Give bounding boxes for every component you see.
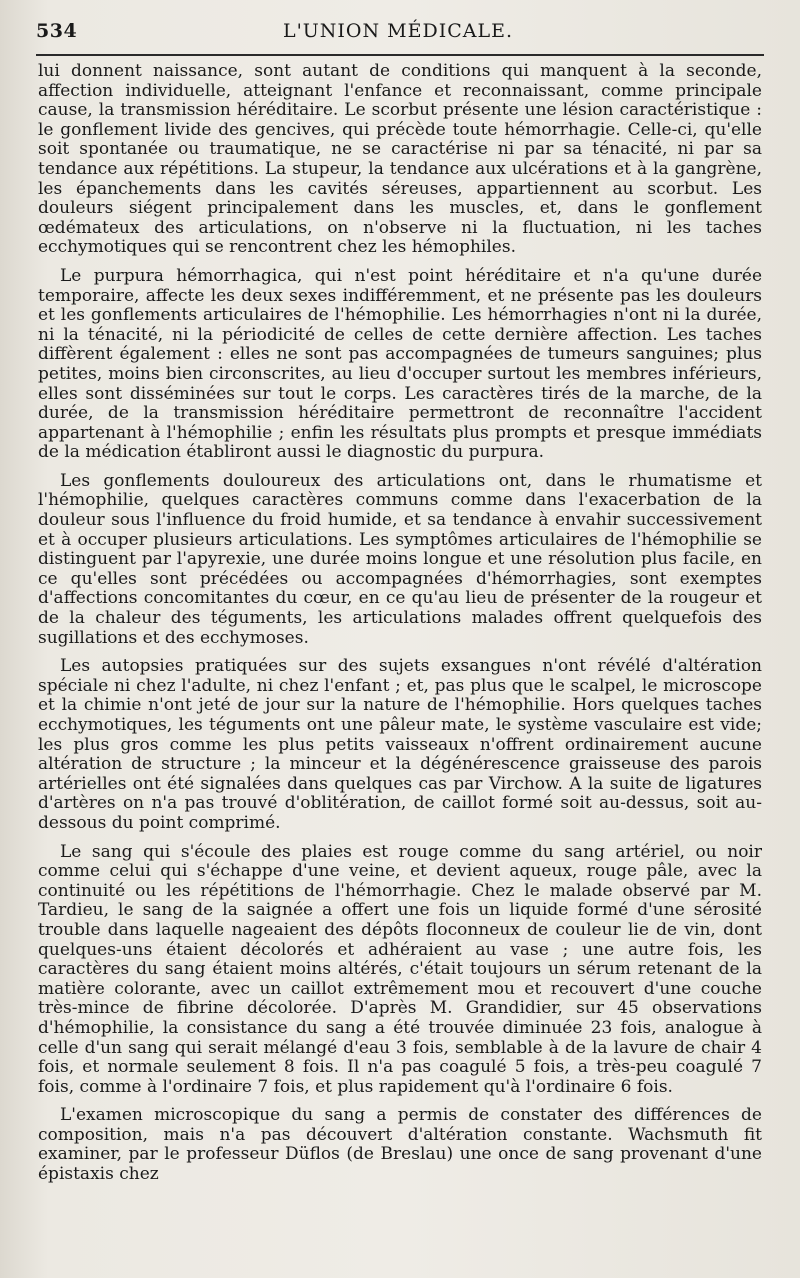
paragraph: lui donnent naissance, sont autant de conditions qui manquent à la seconde, affection individuelle, atteignant l'enfance et reconnaissant, comme principale cause, la transmission héréditaire. Le scorbut présente une lésion caractéristique : le gonflement livide des gencives, qui précède toute hémorrhagie. Celle-ci, qu'elle soit spontanée ou traumatique, ne se caractérise ni par sa ténacité, ni par sa tendance aux répétitions. La stupeur, la tendance aux ulcérations et à la gangrène, les épanchements dans les cavités séreuses, appartiennent au scorbut. Les douleurs siégent principalement dans les muscles, et, dans le gonflement œdémateux des articulations, on n'observe ni la fluctuation, ni les taches ecchymotiques qui se rencontrent chez les hémophiles. [38, 61, 762, 258]
journal-title: L'UNION MÉDICALE. [282, 20, 514, 42]
paragraph: Les autopsies pratiquées sur des sujets exsangues n'ont révélé d'altération spéciale ni chez l'adulte, ni chez l'enfant ; et, pas plus que le scalpel, le microscope et la chimie n'ont jeté de jour sur la nature de l'hémophilie. Hors quelques taches ecchymotiques, les téguments ont une pâleur mate, le système vasculaire est vide; les plus gros comme les plus petits vaisseaux n'offrent ordinairement aucune altération de structure ; la minceur et la dégénérescence graisseuse des parois artérielles ont été signalées dans quelques cas par Virchow. A la suite de ligatures d'artères on n'a pas trouvé d'oblitération, de caillot formé soit au-dessus, soit au-dessous du point comprimé. [38, 656, 762, 833]
page-number: 534 [36, 20, 78, 42]
paragraph: L'examen microscopique du sang a permis de constater des différences de composition, mais n'a pas découvert d'altération constante. Wachsmuth fit examiner, par le professeur Düflos (de Breslau) une once de sang provenant d'une épistaxis chez [38, 1105, 762, 1185]
paragraph: Les gonflements douloureux des articulations ont, dans le rhumatisme et l'hémophilie, quelques caractères communs comme dans l'exacerbation de la douleur sous l'influence du froid humide, et sa tendance à envahir successivement et à occuper plusieurs articulations. Les symptômes articulaires de l'hémophilie se distinguent par l'apyrexie, une durée moins longue et une résolution plus facile, en ce qu'elles sont précédées ou accompagnées d'hémorrhagies, sont exemptes d'affections concomitantes du cœur, en ce qu'au lieu de présenter de la rougeur et de la chaleur des téguments, les articulations malades offrent quelquefois des sugillations et des ecchymoses. [38, 470, 762, 648]
header-rule [36, 54, 764, 56]
article-body [38, 62, 762, 1194]
paragraph: Le sang qui s'écoule des plaies est rouge comme du sang artériel, ou noir comme celui qui s'échappe d'une veine, et devient aqueux, rouge pâle, avec la continuité ou les répétitions de l'hémorrhagie. Chez le malade observé par M. Tardieu, le sang de la saignée a offert une fois un liquide formé d'une sérosité trouble dans laquelle nageaient des dépôts floconneux de couleur lie de vin, dont quelques-uns étaient décolorés et adhéraient au vase ; une autre fois, les caractères du sang étaient moins altérés, c'était toujours un sérum retenant de la matière colorante, avec un caillot extrêmement mou et recouvert d'une couche très-mince de fibrine décolorée. D'après M. Grandidier, sur 45 observations d'hémophilie, la consistance du sang a été trouvée diminuée 23 fois, analogue à celle d'un sang qui serait mélangé d'eau 3 fois, semblable à de la lavure de chair 4 fois, et normale seulement 8 fois. Il n'a pas coagulé 5 fois, a très-peu coagulé 7 fois, comme à l'ordinaire 7 fois, et plus rapidement qu'à l'ordinaire 6 fois. [38, 841, 762, 1097]
page-header [36, 20, 760, 46]
paragraph: Le purpura hémorrhagica, qui n'est point héréditaire et n'a qu'une durée temporaire, affecte les deux sexes indifféremment, et ne présente pas les douleurs et les gonflements articulaires de l'hémophilie. Les hémorrhagies n'ont ni la durée, ni la ténacité, ni la périodicité de celles de cette dernière affection. Les taches diffèrent également : elles ne sont pas accompagnées de tumeurs sanguines; plus petites, moins bien circonscrites, au lieu d'occuper surtout les membres inférieurs, elles sont disséminées sur tout le corps. Les caractères tirés de la marche, de la durée, de la transmission héréditaire permettront de reconnaître l'accident appartenant à l'hémophilie ; enfin les résultats plus prompts et presque immédiats de la médication établiront aussi le diagnostic du purpura. [38, 265, 762, 463]
